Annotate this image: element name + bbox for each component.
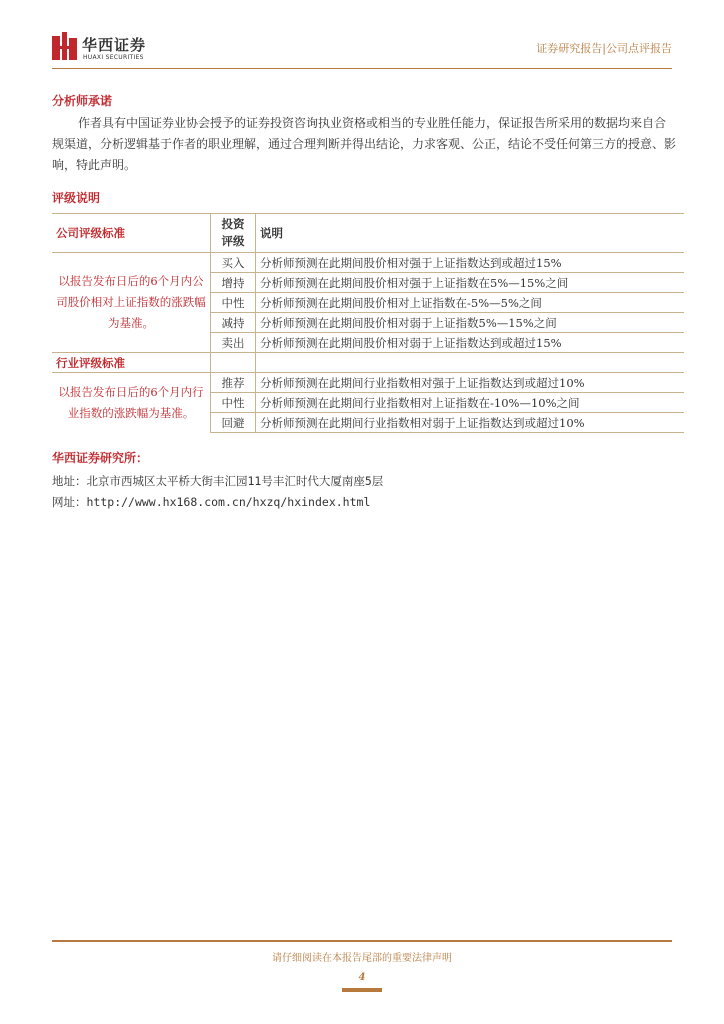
col-desc-header: 说明	[256, 214, 685, 253]
footer-disclaimer: 请仔细阅读在本报告尾部的重要法律声明	[272, 953, 452, 964]
desc-cell: 分析师预测在此期间股价相对弱于上证指数5%—15%之间	[256, 313, 685, 333]
institute-website[interactable]: 网址：http://www.hx168.com.cn/hxzq/hxindex.html	[52, 495, 371, 509]
rating-title: 评级说明	[52, 191, 101, 205]
table-row	[52, 253, 684, 273]
desc-cell: 分析师预测在此期间股价相对强于上证指数达到或超过15%	[256, 253, 685, 273]
rating-cell: 买入	[211, 253, 256, 273]
col-rating-text: 投资评级	[221, 217, 245, 248]
col-rating-header	[211, 214, 256, 253]
header-divider	[52, 68, 672, 69]
rating-cell: 中性	[211, 293, 256, 313]
empty-cell	[211, 353, 256, 373]
rating-table	[52, 213, 684, 433]
company-rating-label: 公司评级标准	[52, 214, 211, 253]
rating-cell: 回避	[211, 413, 256, 433]
logo-chinese-name: 华西证券	[82, 36, 147, 54]
page-header	[52, 30, 672, 66]
desc-cell: 分析师预测在此期间股价相对弱于上证指数达到或超过15%	[256, 333, 685, 353]
empty-cell	[256, 353, 685, 373]
institute-title: 华西证券研究所：	[52, 451, 149, 465]
industry-rating-label: 行业评级标准	[52, 353, 211, 373]
table-header-row	[52, 214, 684, 253]
industry-header-row	[52, 353, 684, 373]
desc-cell: 分析师预测在此期间股价相对上证指数在-5%—5%之间	[256, 293, 685, 313]
rating-cell: 增持	[211, 273, 256, 293]
rating-cell: 卖出	[211, 333, 256, 353]
desc-cell: 分析师预测在此期间行业指数相对上证指数在-10%—10%之间	[256, 393, 685, 413]
company-basis: 以报告发布日后的6个月内公司股价相对上证指数的涨跌幅为基准。	[52, 253, 211, 353]
commitment-title: 分析师承诺	[52, 94, 113, 108]
rating-cell: 减持	[211, 313, 256, 333]
page-number: 4	[358, 972, 366, 983]
footer-divider	[52, 940, 672, 942]
report-type: 证券研究报告|公司点评报告	[536, 42, 672, 55]
huaxi-logo-icon	[52, 32, 78, 60]
rating-cell: 中性	[211, 393, 256, 413]
industry-basis: 以报告发布日后的6个月内行业指数的涨跌幅为基准。	[52, 373, 211, 433]
institute-address: 地址：北京市西城区太平桥大街丰汇园11号丰汇时代大厦南座5层	[52, 474, 384, 488]
table-row	[52, 373, 684, 393]
page-number-underline	[342, 988, 382, 992]
desc-cell: 分析师预测在此期间行业指数相对弱于上证指数达到或超过10%	[256, 413, 685, 433]
commitment-text: 作者具有中国证券业协会授予的证券投资咨询执业资格或相当的专业胜任能力，保证报告所采用的数据均来自合规渠道，分析逻辑基于作者的职业理解，通过合理判断并得出结论，力求客观、公正，结论不受任何第三方的授意、影响，特此声明。	[52, 116, 677, 172]
desc-cell: 分析师预测在此期间行业指数相对强于上证指数达到或超过10%	[256, 373, 685, 393]
desc-cell: 分析师预测在此期间股价相对强于上证指数在5%—15%之间	[256, 273, 685, 293]
rating-cell: 推荐	[211, 373, 256, 393]
logo-english-name: HUAXI SECURITIES	[83, 54, 144, 61]
